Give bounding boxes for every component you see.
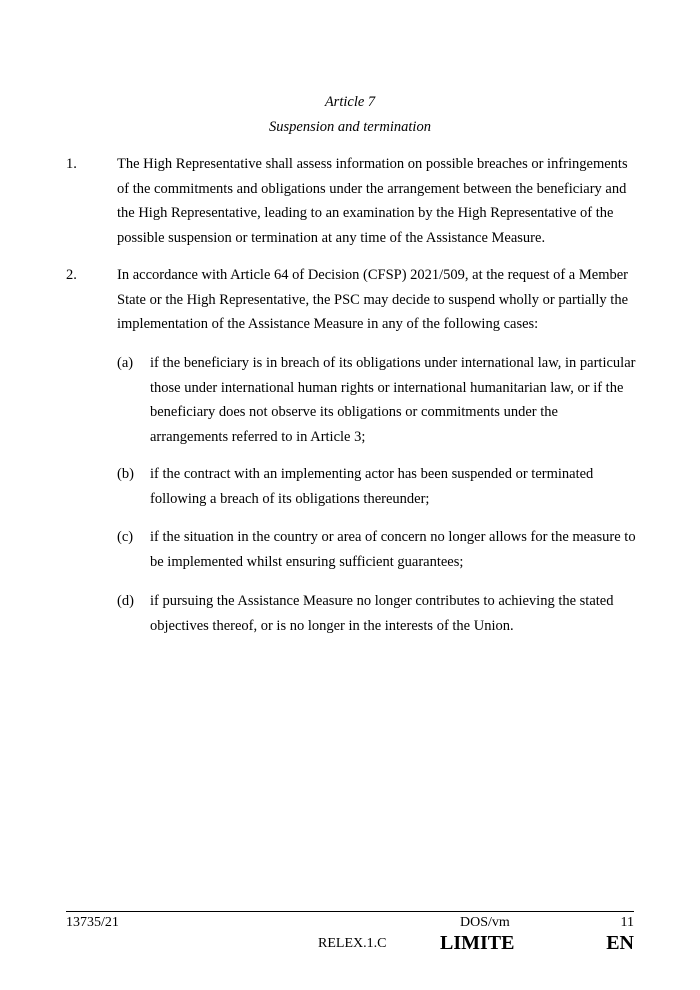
footer-page-number: 11 bbox=[620, 915, 634, 930]
subitem-text: if pursuing the Assistance Measure no longer contributes to achieving the stated objectives thereof, or is no longer in the interests of the Union. bbox=[150, 593, 614, 634]
subitem-label: (a) bbox=[117, 355, 134, 371]
subitem-c bbox=[117, 525, 637, 574]
paragraph-text: The High Representative shall assess information on possible breaches or infringements of the commitments and obligations under the arrangement between the beneficiary and the High Representative, leading to an examination by the High Representative of the possible suspension or termination at any time of the Assistance Measure. bbox=[117, 156, 628, 246]
footer-language: EN bbox=[606, 932, 634, 954]
paragraph-1 bbox=[66, 152, 636, 250]
subitem-text: if the contract with an implementing actor has been suspended or terminated following a breach of its obligations thereunder; bbox=[150, 466, 594, 507]
footer-divider bbox=[66, 911, 634, 912]
paragraph-number: 1. bbox=[66, 156, 77, 172]
footer-directorate: RELEX.1.C bbox=[318, 936, 387, 951]
paragraph-text: In accordance with Article 64 of Decision (CFSP) 2021/509, at the request of a Member State or the High Representative, the PSC may decide to suspend wholly or partially the implementation of the Assistance Measure in any of the following cases: bbox=[117, 267, 629, 332]
subitem-a bbox=[117, 351, 637, 449]
article-title: Suspension and termination bbox=[269, 119, 431, 135]
footer-doc-number: 13735/21 bbox=[66, 915, 119, 930]
article-number: Article 7 bbox=[324, 94, 376, 110]
subitem-d bbox=[117, 589, 637, 638]
footer-classification: LIMITE bbox=[440, 932, 515, 954]
subitem-text: if the situation in the country or area of concern no longer allows for the measure to be implemented whilst ensuring sufficient guarantees; bbox=[150, 529, 636, 570]
subitem-b bbox=[117, 462, 637, 511]
subitem-label: (d) bbox=[117, 593, 134, 609]
subitem-label: (c) bbox=[117, 529, 134, 545]
paragraph-2 bbox=[66, 263, 636, 337]
subitem-label: (b) bbox=[117, 466, 134, 482]
paragraph-number: 2. bbox=[66, 267, 77, 283]
subitem-text: if the beneficiary is in breach of its obligations under international law, in particular those under international human rights or international humanitarian law, or if the beneficiary does not observe its obligations or commitments under the arrangements referred to in Article 3; bbox=[150, 355, 636, 445]
footer-initials: DOS/vm bbox=[460, 915, 510, 930]
